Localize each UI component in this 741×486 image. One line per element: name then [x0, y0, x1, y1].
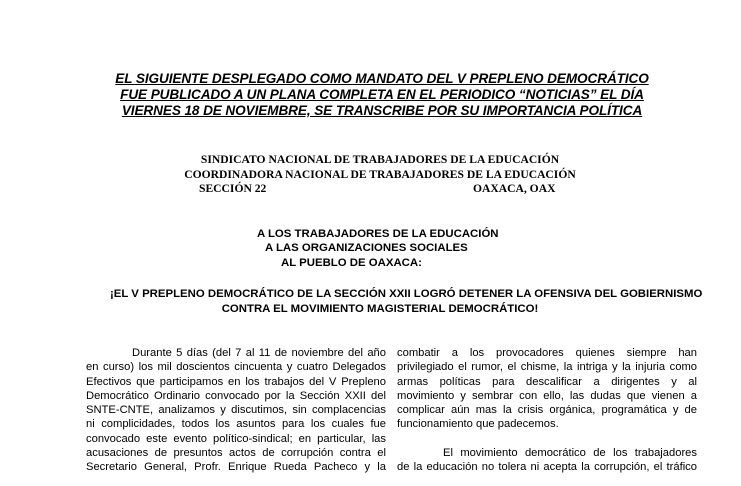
body-line: funcionamiento que padecemos. [397, 418, 559, 431]
headline-line: ¡EL V PREPLENO DEMOCRÁTICO DE LA SECCIÓN XXII LOGRÓ DETENER LA OFENSIVA DEL GOBIERNISMO [110, 288, 703, 300]
org-location: OAXACA, OAX [473, 182, 556, 195]
body-line: Efectivos que participamos en los trabajos del V Prepleno [86, 375, 386, 388]
org-section: SECCIÓN 22 [199, 182, 267, 195]
organization-header [165, 153, 595, 197]
publication-notice [86, 71, 678, 119]
body-line: El movimiento democrático de los trabajadores [443, 447, 697, 460]
body-column-left [86, 346, 386, 475]
recipient-line: AL PUEBLO DE OAXACA: [281, 256, 422, 269]
notice-line: VIERNES 18 DE NOVIEMBRE, SE TRANSCRIBE POR SU IMPORTANCIA POLÍTICA [121, 103, 643, 118]
recipient-line: A LAS ORGANIZACIONES SOCIALES [265, 242, 468, 255]
notice-line: EL SIGUIENTE DESPLEGADO COMO MANDATO DEL V PREPLENO DEMOCRÁTICO [115, 71, 649, 86]
body-line: convocado este evento político-sindical; en particular, las [86, 432, 386, 445]
body-column-right [397, 346, 697, 475]
headline [110, 287, 703, 316]
recipients-block [245, 227, 525, 270]
body-line: en curso) los mil doscientos cincuenta y cuatro Delegados [86, 361, 386, 374]
headline-line: CONTRA EL MOVIMIENTO MAGISTERIAL DEMOCRÁTICO! [221, 302, 539, 315]
org-section-row [165, 182, 595, 197]
body-line: Durante 5 días (del 7 al 11 de noviembre del año [132, 347, 386, 359]
org-coordinator-line: COORDINADORA NACIONAL DE TRABAJADORES DE LA EDUCACIÓN [184, 167, 576, 181]
notice-line: FUE PUBLICADO A UN PLANA COMPLETA EN EL PERIODICO “NOTICIAS” EL DÍA [120, 87, 644, 102]
body-line: movimiento y sembrar con ello, las dudas que vienen a [397, 389, 697, 402]
body-line: SNTE-CNTE, analizamos y discutimos, sin complacencias [86, 404, 386, 417]
body-line: acusaciones de presuntos actos de corrupción contra el [86, 447, 386, 460]
body-line: Secretario General, Profr. Enrique Rueda Pacheco y la [86, 461, 386, 474]
recipient-line: A LOS TRABAJADORES DE LA EDUCACIÓN [257, 228, 499, 240]
body-line: de la educación no tolera ni acepta la corrupción, el tráfico [397, 461, 697, 474]
body-line: ni complicidades, todos los asuntos para los cuales fue [86, 418, 386, 431]
body-line: complicar aún mas la crisis orgánica, programática y de [397, 404, 697, 417]
body-line: armas políticas para descalificar a dirigentes y al [397, 375, 697, 388]
org-name-line: SINDICATO NACIONAL DE TRABAJADORES DE LA EDUCACIÓN [200, 153, 560, 166]
body-line: combatir a los provocadores quienes siempre han [397, 347, 697, 359]
paragraph-gap [397, 432, 697, 446]
body-line: Democrático Ordinario convocado por la Sección XXII del [86, 389, 386, 402]
body-line: privilegiado el rumor, el chisme, la intriga y la injuria como [397, 361, 697, 374]
